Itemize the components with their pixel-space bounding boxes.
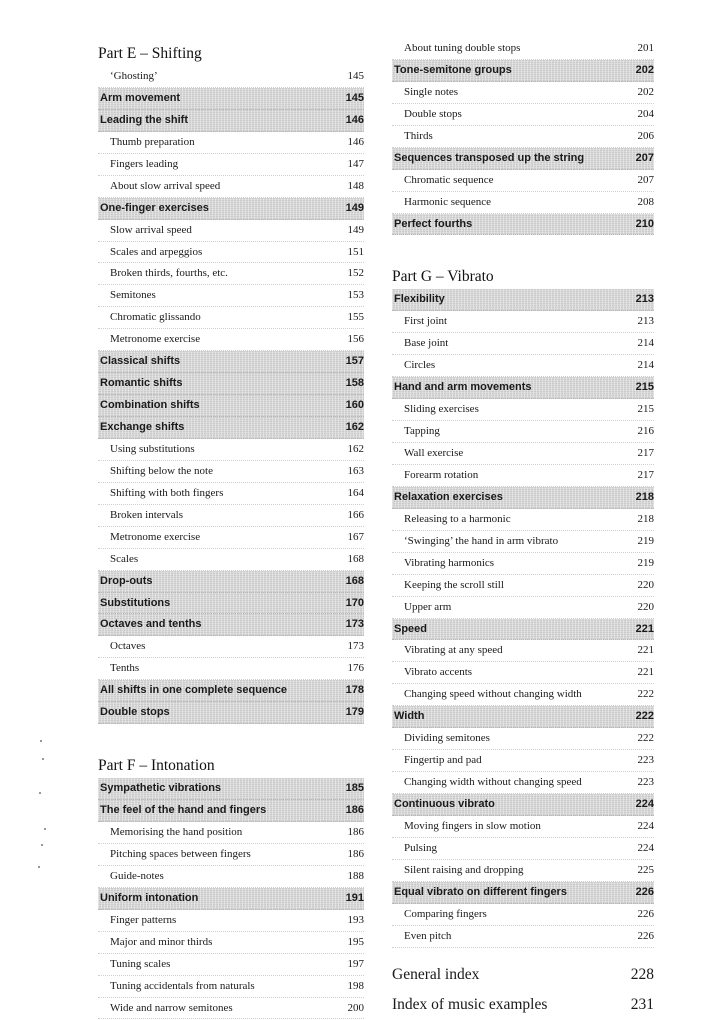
entry-page-number: 176 bbox=[347, 662, 364, 675]
subsection-entry bbox=[392, 531, 654, 553]
subsection-entry bbox=[98, 844, 364, 866]
section-entry bbox=[98, 417, 364, 439]
entry-title: Flexibility bbox=[394, 293, 445, 306]
subsection-entry bbox=[392, 926, 654, 948]
entry-title: Using substitutions bbox=[110, 442, 195, 455]
entry-page-number: 219 bbox=[637, 534, 654, 547]
entry-page-number: 147 bbox=[347, 157, 364, 170]
entry-title: Arm movement bbox=[100, 91, 181, 104]
entry-title: Tenths bbox=[110, 662, 140, 675]
subsection-entry bbox=[392, 126, 654, 148]
section-entry bbox=[392, 706, 654, 728]
entry-title: Harmonic sequence bbox=[404, 195, 492, 208]
entry-title: Comparing fingers bbox=[404, 907, 487, 920]
entry-title: Dividing semitones bbox=[404, 732, 490, 745]
entry-page-number: 202 bbox=[635, 63, 654, 76]
entry-title: Classical shifts bbox=[100, 355, 181, 368]
entry-page-number: 186 bbox=[347, 847, 364, 860]
section-entry bbox=[98, 593, 364, 615]
subsection-entry bbox=[98, 954, 364, 976]
entry-page-number: 208 bbox=[637, 195, 654, 208]
entry-title: Shifting below the note bbox=[110, 464, 213, 477]
entry-title: Changing speed without changing width bbox=[404, 688, 582, 701]
subsection-entry bbox=[392, 192, 654, 214]
subsection-entry bbox=[392, 82, 654, 104]
part-e-entries bbox=[98, 66, 364, 724]
section-entry bbox=[98, 571, 364, 593]
entry-page-number: 217 bbox=[637, 468, 654, 481]
entry-title: Chromatic sequence bbox=[404, 173, 494, 186]
subsection-entry bbox=[98, 998, 364, 1020]
subsection-entry bbox=[392, 465, 654, 487]
entry-page-number: 213 bbox=[637, 315, 654, 328]
entry-title: Major and minor thirds bbox=[110, 935, 213, 948]
section-entry bbox=[392, 377, 654, 399]
entry-page-number: 202 bbox=[637, 85, 654, 98]
entry-title: Hand and arm movements bbox=[394, 381, 532, 394]
entry-page-number: 198 bbox=[347, 979, 364, 992]
entry-page-number: 231 bbox=[630, 995, 654, 1013]
entry-page-number: 195 bbox=[347, 935, 364, 948]
entry-page-number: 214 bbox=[637, 337, 654, 350]
part-e-heading: Part E – Shifting bbox=[98, 45, 202, 62]
entry-title: Drop-outs bbox=[100, 574, 153, 587]
entry-title: Metronome exercise bbox=[110, 333, 201, 346]
entry-page-number: 206 bbox=[637, 129, 654, 142]
subsection-entry bbox=[392, 772, 654, 794]
entry-page-number: 173 bbox=[345, 618, 364, 631]
entry-page-number: 219 bbox=[637, 556, 654, 569]
section-entry bbox=[392, 289, 654, 311]
section-entry bbox=[392, 619, 654, 641]
section-entry bbox=[98, 888, 364, 910]
entry-page-number: 222 bbox=[637, 732, 654, 745]
subsection-entry bbox=[392, 904, 654, 926]
entry-title: Broken thirds, fourths, etc. bbox=[110, 267, 228, 280]
toc-left-column bbox=[98, 38, 364, 1019]
entry-page-number: 200 bbox=[347, 1001, 364, 1014]
entry-title: Equal vibrato on different fingers bbox=[394, 885, 567, 898]
entry-title: First joint bbox=[404, 315, 448, 328]
entry-page-number: 222 bbox=[635, 710, 654, 723]
subsection-entry bbox=[98, 549, 364, 571]
part-g-entries bbox=[392, 289, 654, 947]
entry-page-number: 157 bbox=[345, 355, 364, 368]
entry-title: Speed bbox=[394, 622, 428, 635]
entry-title: Width bbox=[394, 710, 425, 723]
entry-title: Fingertip and pad bbox=[404, 754, 482, 767]
entry-title: Releasing to a harmonic bbox=[404, 512, 511, 525]
subsection-entry bbox=[392, 170, 654, 192]
entry-title: All shifts in one complete sequence bbox=[100, 684, 288, 697]
subsection-entry bbox=[392, 750, 654, 772]
entry-page-number: 221 bbox=[635, 622, 654, 635]
subsection-entry bbox=[98, 461, 364, 483]
entry-page-number: 204 bbox=[637, 107, 654, 120]
subsection-entry bbox=[392, 355, 654, 377]
entry-title: Thirds bbox=[404, 129, 433, 142]
index-entries bbox=[392, 960, 654, 1020]
entry-title: One-finger exercises bbox=[100, 201, 209, 214]
entry-title: Even pitch bbox=[404, 929, 452, 942]
entry-page-number: 185 bbox=[345, 782, 364, 795]
entry-page-number: 218 bbox=[637, 512, 654, 525]
entry-page-number: 193 bbox=[347, 913, 364, 926]
entry-page-number: 207 bbox=[637, 173, 654, 186]
entry-page-number: 221 bbox=[637, 666, 654, 679]
subsection-entry bbox=[392, 104, 654, 126]
entry-page-number: 210 bbox=[635, 217, 654, 230]
entry-page-number: 148 bbox=[347, 179, 364, 192]
entry-page-number: 186 bbox=[347, 826, 364, 838]
subsection-entry bbox=[98, 329, 364, 351]
entry-title: Guide-notes bbox=[110, 869, 164, 882]
entry-title: ‘Swinging’ the hand in arm vibrato bbox=[404, 534, 559, 547]
entry-title: The feel of the hand and fingers bbox=[100, 804, 267, 817]
entry-title: Metronome exercise bbox=[110, 530, 201, 543]
subsection-entry bbox=[392, 443, 654, 465]
entry-title: Vibrato accents bbox=[404, 666, 473, 679]
entry-title: Broken intervals bbox=[110, 508, 184, 521]
section-entry bbox=[98, 614, 364, 636]
entry-page-number: 207 bbox=[635, 151, 654, 164]
entry-title: Finger patterns bbox=[110, 913, 177, 926]
entry-title: Upper arm bbox=[404, 600, 452, 613]
subsection-entry bbox=[392, 509, 654, 531]
entry-title: Sympathetic vibrations bbox=[100, 782, 222, 795]
part-f-entries bbox=[98, 778, 364, 1019]
entry-page-number: 218 bbox=[635, 490, 654, 503]
entry-page-number: 145 bbox=[347, 70, 364, 82]
subsection-entry bbox=[392, 597, 654, 619]
entry-page-number: 152 bbox=[347, 267, 364, 280]
entry-page-number: 223 bbox=[637, 754, 654, 767]
entry-page-number: 163 bbox=[347, 464, 364, 477]
entry-page-number: 160 bbox=[345, 399, 364, 412]
entry-page-number: 197 bbox=[347, 957, 364, 970]
subsection-entry bbox=[98, 176, 364, 198]
section-entry bbox=[392, 214, 654, 236]
subsection-entry bbox=[98, 242, 364, 264]
entry-title: Relaxation exercises bbox=[394, 490, 503, 503]
section-entry bbox=[98, 351, 364, 373]
entry-title: Moving fingers in slow motion bbox=[404, 819, 541, 832]
scan-specks bbox=[38, 740, 46, 870]
entry-page-number: 168 bbox=[347, 552, 364, 565]
toc-right-column bbox=[392, 38, 654, 1020]
subsection-entry bbox=[392, 684, 654, 706]
subsection-entry bbox=[98, 154, 364, 176]
section-entry bbox=[98, 198, 364, 220]
section-entry bbox=[98, 88, 364, 110]
entry-title: Circles bbox=[404, 359, 436, 372]
section-entry bbox=[98, 800, 364, 822]
subsection-entry bbox=[98, 505, 364, 527]
entry-title: About slow arrival speed bbox=[110, 179, 221, 192]
entry-title: Sliding exercises bbox=[404, 403, 479, 416]
entry-title: Single notes bbox=[404, 85, 459, 98]
subsection-entry bbox=[98, 932, 364, 954]
entry-title: Exchange shifts bbox=[100, 421, 185, 433]
part-f-heading: Part F – Intonation bbox=[98, 757, 215, 775]
section-entry bbox=[98, 373, 364, 395]
entry-title: Base joint bbox=[404, 337, 449, 350]
entry-title: Tone-semitone groups bbox=[394, 63, 512, 76]
entry-title: Sequences transposed up the string bbox=[394, 151, 585, 164]
entry-title: Silent raising and dropping bbox=[404, 863, 524, 876]
subsection-entry bbox=[392, 399, 654, 421]
subsection-entry bbox=[392, 575, 654, 597]
subsection-entry bbox=[392, 662, 654, 684]
subsection-entry bbox=[98, 636, 364, 658]
entry-page-number: 224 bbox=[635, 798, 654, 810]
section-entry bbox=[98, 680, 364, 702]
entry-title: Memorising the hand position bbox=[110, 826, 243, 838]
subsection-entry bbox=[392, 816, 654, 838]
entry-page-number: 146 bbox=[345, 113, 364, 126]
entry-title: About tuning double stops bbox=[404, 42, 521, 54]
entry-page-number: 146 bbox=[347, 135, 364, 148]
subsection-entry bbox=[392, 311, 654, 333]
entry-page-number: 170 bbox=[345, 596, 364, 609]
subsection-entry bbox=[98, 263, 364, 285]
entry-title: Keeping the scroll still bbox=[404, 578, 504, 591]
entry-page-number: 222 bbox=[637, 688, 654, 701]
entry-title: Romantic shifts bbox=[100, 377, 183, 390]
entry-page-number: 167 bbox=[347, 530, 364, 543]
section-entry bbox=[392, 794, 654, 816]
entry-page-number: 149 bbox=[345, 201, 364, 214]
entry-title: Forearm rotation bbox=[404, 468, 479, 481]
entry-title: Substitutions bbox=[100, 596, 171, 609]
entry-title: Combination shifts bbox=[100, 399, 200, 412]
subsection-entry bbox=[98, 527, 364, 549]
subsection-entry bbox=[98, 220, 364, 242]
entry-page-number: 158 bbox=[345, 377, 364, 390]
entry-title: Wide and narrow semitones bbox=[110, 1001, 233, 1014]
subsection-entry bbox=[98, 285, 364, 307]
entry-page-number: 156 bbox=[347, 333, 364, 346]
entry-page-number: 201 bbox=[637, 42, 654, 54]
entry-page-number: 214 bbox=[637, 359, 654, 372]
entry-title: Double stops bbox=[100, 706, 170, 719]
entry-page-number: 215 bbox=[635, 381, 654, 394]
entry-page-number: 166 bbox=[347, 508, 364, 521]
entry-title: Pitching spaces between fingers bbox=[110, 847, 251, 860]
subsection-entry bbox=[392, 640, 654, 662]
entry-page-number: 191 bbox=[345, 891, 364, 904]
entry-page-number: 186 bbox=[345, 804, 364, 817]
entry-title: Scales bbox=[110, 552, 139, 565]
section-entry bbox=[392, 148, 654, 170]
entry-page-number: 226 bbox=[637, 907, 654, 920]
entry-page-number: 224 bbox=[637, 841, 654, 854]
entry-title: Octaves and tenths bbox=[100, 618, 202, 631]
entry-title: Leading the shift bbox=[100, 113, 188, 126]
subsection-entry bbox=[392, 421, 654, 443]
entry-page-number: 213 bbox=[635, 293, 654, 306]
entry-page-number: 225 bbox=[637, 863, 654, 876]
entry-title: Vibrating at any speed bbox=[404, 644, 503, 657]
entry-title: Vibrating harmonics bbox=[404, 556, 495, 569]
entry-page-number: 188 bbox=[347, 869, 364, 882]
entry-title: Uniform intonation bbox=[100, 891, 199, 904]
entry-page-number: 228 bbox=[630, 965, 654, 983]
entry-title: Double stops bbox=[404, 107, 462, 120]
subsection-entry bbox=[392, 553, 654, 575]
subsection-entry bbox=[98, 822, 364, 844]
entry-page-number: 223 bbox=[637, 776, 654, 789]
section-entry bbox=[392, 882, 654, 904]
subsection-entry bbox=[98, 132, 364, 154]
entry-title: Tuning scales bbox=[110, 957, 171, 970]
index-entry bbox=[392, 990, 654, 1020]
entry-title: ‘Ghosting’ bbox=[110, 70, 158, 82]
subsection-entry bbox=[392, 860, 654, 882]
part-g-heading: Part G – Vibrato bbox=[392, 268, 494, 286]
entry-title: Slow arrival speed bbox=[110, 223, 192, 236]
subsection-entry bbox=[98, 66, 364, 88]
entry-page-number: 215 bbox=[637, 403, 654, 416]
entry-title: Changing width without changing speed bbox=[404, 776, 582, 789]
subsection-entry bbox=[98, 307, 364, 329]
entry-title: Index of music examples bbox=[392, 995, 548, 1013]
entry-title: General index bbox=[392, 965, 480, 983]
entry-page-number: 149 bbox=[347, 223, 364, 236]
entry-page-number: 220 bbox=[637, 600, 654, 613]
entry-title: Tapping bbox=[404, 425, 440, 438]
subsection-entry bbox=[98, 976, 364, 998]
subsection-entry bbox=[98, 910, 364, 932]
entry-page-number: 221 bbox=[637, 644, 654, 657]
section-entry bbox=[98, 778, 364, 800]
entry-page-number: 168 bbox=[345, 574, 364, 587]
entry-title: Tuning accidentals from naturals bbox=[110, 979, 255, 992]
entry-page-number: 162 bbox=[345, 421, 364, 433]
subsection-entry bbox=[392, 838, 654, 860]
entry-page-number: 220 bbox=[637, 578, 654, 591]
subsection-entry bbox=[392, 728, 654, 750]
subsection-entry bbox=[392, 38, 654, 60]
section-entry bbox=[98, 110, 364, 132]
index-entry bbox=[392, 960, 654, 990]
section-entry bbox=[392, 60, 654, 82]
entry-page-number: 151 bbox=[347, 245, 364, 258]
entry-title: Octaves bbox=[110, 640, 146, 653]
entry-title: Shifting with both fingers bbox=[110, 486, 224, 499]
entry-page-number: 153 bbox=[347, 289, 364, 302]
section-entry bbox=[392, 487, 654, 509]
entry-page-number: 226 bbox=[637, 929, 654, 942]
entry-page-number: 173 bbox=[347, 640, 364, 653]
subsection-entry bbox=[98, 439, 364, 461]
entry-title: Wall exercise bbox=[404, 447, 464, 459]
entry-title: Semitones bbox=[110, 289, 156, 302]
section-entry bbox=[98, 395, 364, 417]
entry-page-number: 179 bbox=[345, 706, 364, 719]
entry-page-number: 217 bbox=[637, 447, 654, 459]
subsection-entry bbox=[98, 658, 364, 680]
entry-title: Fingers leading bbox=[110, 157, 179, 170]
entry-title: Thumb preparation bbox=[110, 135, 195, 148]
entry-page-number: 164 bbox=[347, 486, 364, 499]
entry-title: Scales and arpeggios bbox=[110, 245, 203, 258]
section-entry bbox=[98, 702, 364, 724]
subsection-entry bbox=[392, 333, 654, 355]
entry-page-number: 162 bbox=[347, 442, 364, 455]
subsection-entry bbox=[98, 866, 364, 888]
entry-page-number: 224 bbox=[637, 819, 654, 832]
entry-page-number: 155 bbox=[347, 311, 364, 324]
entry-title: Chromatic glissando bbox=[110, 311, 201, 324]
entry-title: Continuous vibrato bbox=[394, 798, 495, 810]
entry-page-number: 145 bbox=[345, 91, 364, 104]
entry-page-number: 178 bbox=[345, 684, 364, 697]
subsection-entry bbox=[98, 483, 364, 505]
entry-title: Pulsing bbox=[404, 841, 438, 854]
entry-page-number: 216 bbox=[637, 425, 654, 438]
part-f-continued-entries bbox=[392, 38, 654, 235]
entry-title: Perfect fourths bbox=[394, 217, 473, 230]
entry-page-number: 226 bbox=[635, 885, 654, 898]
